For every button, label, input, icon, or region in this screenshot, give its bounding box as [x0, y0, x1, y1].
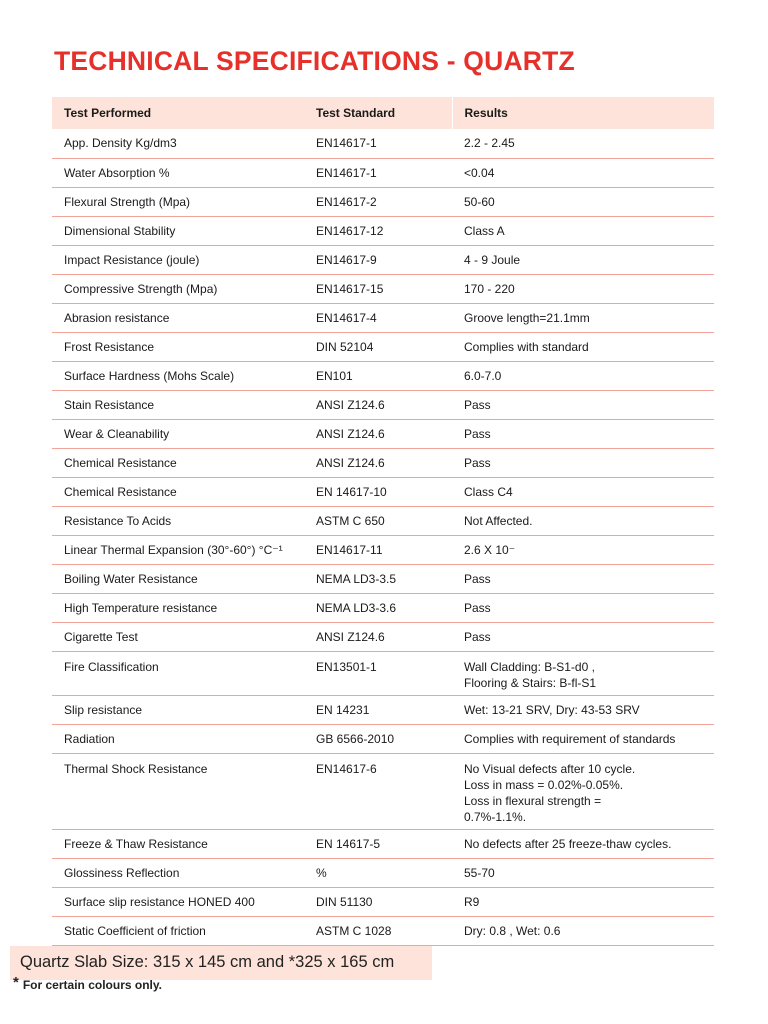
test-performed-cell: Chemical Resistance: [52, 448, 304, 477]
header-test-performed: Test Performed: [52, 97, 304, 129]
test-performed-cell: Chemical Resistance: [52, 477, 304, 506]
table-row: [52, 887, 714, 916]
result-cell: Pass: [452, 622, 714, 651]
test-standard-cell: ANSI Z124.6: [304, 622, 452, 651]
test-standard-cell: ANSI Z124.6: [304, 419, 452, 448]
test-standard-cell: ANSI Z124.6: [304, 448, 452, 477]
test-performed-cell: High Temperature resistance: [52, 593, 304, 622]
specifications-table: [52, 97, 714, 946]
table-row: [52, 858, 714, 887]
test-performed-cell: Radiation: [52, 724, 304, 753]
table-row: [52, 419, 714, 448]
result-cell: 170 - 220: [452, 274, 714, 303]
result-cell: Wet: 13-21 SRV, Dry: 43-53 SRV: [452, 695, 714, 724]
slab-size-banner: [10, 946, 432, 980]
table-row: [52, 753, 714, 829]
test-standard-cell: NEMA LD3-3.6: [304, 593, 452, 622]
table-row: [52, 651, 714, 695]
table-row: [52, 187, 714, 216]
table-body: [52, 129, 714, 945]
table-row: [52, 332, 714, 361]
table-row: [52, 724, 714, 753]
test-standard-cell: %: [304, 858, 452, 887]
test-performed-cell: Stain Resistance: [52, 390, 304, 419]
test-performed-cell: Resistance To Acids: [52, 506, 304, 535]
test-standard-cell: EN 14617-5: [304, 829, 452, 858]
test-standard-cell: EN14617-1: [304, 129, 452, 158]
slab-size-text: Quartz Slab Size: 315 x 145 cm and *325 x 165 cm: [20, 953, 395, 971]
result-cell: Complies with standard: [452, 332, 714, 361]
result-cell: Pass: [452, 419, 714, 448]
table-row: [52, 448, 714, 477]
test-performed-cell: Compressive Strength (Mpa): [52, 274, 304, 303]
test-performed-cell: Dimensional Stability: [52, 216, 304, 245]
header-results: Results: [452, 97, 714, 129]
result-cell: <0.04: [452, 158, 714, 187]
table-row: [52, 477, 714, 506]
test-standard-cell: ASTM C 650: [304, 506, 452, 535]
page-title: TECHNICAL SPECIFICATIONS - QUARTZ: [54, 46, 575, 76]
test-standard-cell: EN14617-1: [304, 158, 452, 187]
result-cell: 2.2 - 2.45: [452, 129, 714, 158]
test-performed-cell: Freeze & Thaw Resistance: [52, 829, 304, 858]
test-performed-cell: Fire Classification: [52, 651, 304, 695]
test-performed-cell: Flexural Strength (Mpa): [52, 187, 304, 216]
result-cell: No Visual defects after 10 cycle. Loss in mass = 0.02%-0.05%. Loss in flexural strength = 0.7%-1.1%.: [452, 753, 714, 829]
result-cell: Pass: [452, 448, 714, 477]
table-row: [52, 695, 714, 724]
test-standard-cell: EN14617-15: [304, 274, 452, 303]
test-performed-cell: Static Coefficient of friction: [52, 916, 304, 945]
test-standard-cell: DIN 51130: [304, 887, 452, 916]
result-cell: Class A: [452, 216, 714, 245]
footnote-marker: *: [13, 974, 19, 991]
test-standard-cell: EN 14617-10: [304, 477, 452, 506]
result-cell: Not Affected.: [452, 506, 714, 535]
test-performed-cell: Cigarette Test: [52, 622, 304, 651]
test-performed-cell: Impact Resistance (joule): [52, 245, 304, 274]
test-performed-cell: Abrasion resistance: [52, 303, 304, 332]
test-standard-cell: EN14617-12: [304, 216, 452, 245]
result-cell: 55-70: [452, 858, 714, 887]
test-performed-cell: Glossiness Reflection: [52, 858, 304, 887]
test-standard-cell: EN14617-11: [304, 535, 452, 564]
test-standard-cell: EN101: [304, 361, 452, 390]
result-cell: Complies with requirement of standards: [452, 724, 714, 753]
table-row: [52, 216, 714, 245]
test-standard-cell: GB 6566-2010: [304, 724, 452, 753]
result-cell: Dry: 0.8 , Wet: 0.6: [452, 916, 714, 945]
result-cell: 50-60: [452, 187, 714, 216]
footnote-text: For certain colours only.: [22, 978, 162, 992]
test-performed-cell: Linear Thermal Expansion (30°-60°) °C⁻¹: [52, 535, 304, 564]
table-row: [52, 622, 714, 651]
test-standard-cell: ASTM C 1028: [304, 916, 452, 945]
result-cell: Class C4: [452, 477, 714, 506]
test-performed-cell: Thermal Shock Resistance: [52, 753, 304, 829]
table-row: [52, 506, 714, 535]
test-standard-cell: EN14617-9: [304, 245, 452, 274]
result-cell: Pass: [452, 390, 714, 419]
header-test-standard: Test Standard: [304, 97, 452, 129]
table-row: [52, 593, 714, 622]
table-row: [52, 564, 714, 593]
test-standard-cell: EN14617-4: [304, 303, 452, 332]
result-cell: Pass: [452, 564, 714, 593]
table-row: [52, 829, 714, 858]
table-header-row: [52, 97, 714, 129]
result-cell: 2.6 X 10⁻: [452, 535, 714, 564]
test-standard-cell: EN13501-1: [304, 651, 452, 695]
result-cell: Pass: [452, 593, 714, 622]
test-standard-cell: DIN 52104: [304, 332, 452, 361]
test-standard-cell: EN 14231: [304, 695, 452, 724]
test-performed-cell: Wear & Cleanability: [52, 419, 304, 448]
table-row: [52, 361, 714, 390]
result-cell: Wall Cladding: B-S1-d0 , Flooring & Stairs: B-fl-S1: [452, 651, 714, 695]
table-row: [52, 158, 714, 187]
table-row: [52, 390, 714, 419]
test-performed-cell: App. Density Kg/dm3: [52, 129, 304, 158]
test-performed-cell: Surface Hardness (Mohs Scale): [52, 361, 304, 390]
result-cell: No defects after 25 freeze-thaw cycles.: [452, 829, 714, 858]
test-standard-cell: EN14617-6: [304, 753, 452, 829]
footnote: [13, 976, 162, 993]
result-cell: 6.0-7.0: [452, 361, 714, 390]
test-standard-cell: EN14617-2: [304, 187, 452, 216]
test-standard-cell: ANSI Z124.6: [304, 390, 452, 419]
test-performed-cell: Boiling Water Resistance: [52, 564, 304, 593]
result-cell: 4 - 9 Joule: [452, 245, 714, 274]
test-performed-cell: Slip resistance: [52, 695, 304, 724]
table-row: [52, 274, 714, 303]
test-performed-cell: Water Absorption %: [52, 158, 304, 187]
result-cell: R9: [452, 887, 714, 916]
table-row: [52, 916, 714, 945]
table-row: [52, 303, 714, 332]
table-row: [52, 535, 714, 564]
result-cell: Groove length=21.1mm: [452, 303, 714, 332]
test-performed-cell: Frost Resistance: [52, 332, 304, 361]
table-row: [52, 129, 714, 158]
table-row: [52, 245, 714, 274]
test-standard-cell: NEMA LD3-3.5: [304, 564, 452, 593]
test-performed-cell: Surface slip resistance HONED 400: [52, 887, 304, 916]
